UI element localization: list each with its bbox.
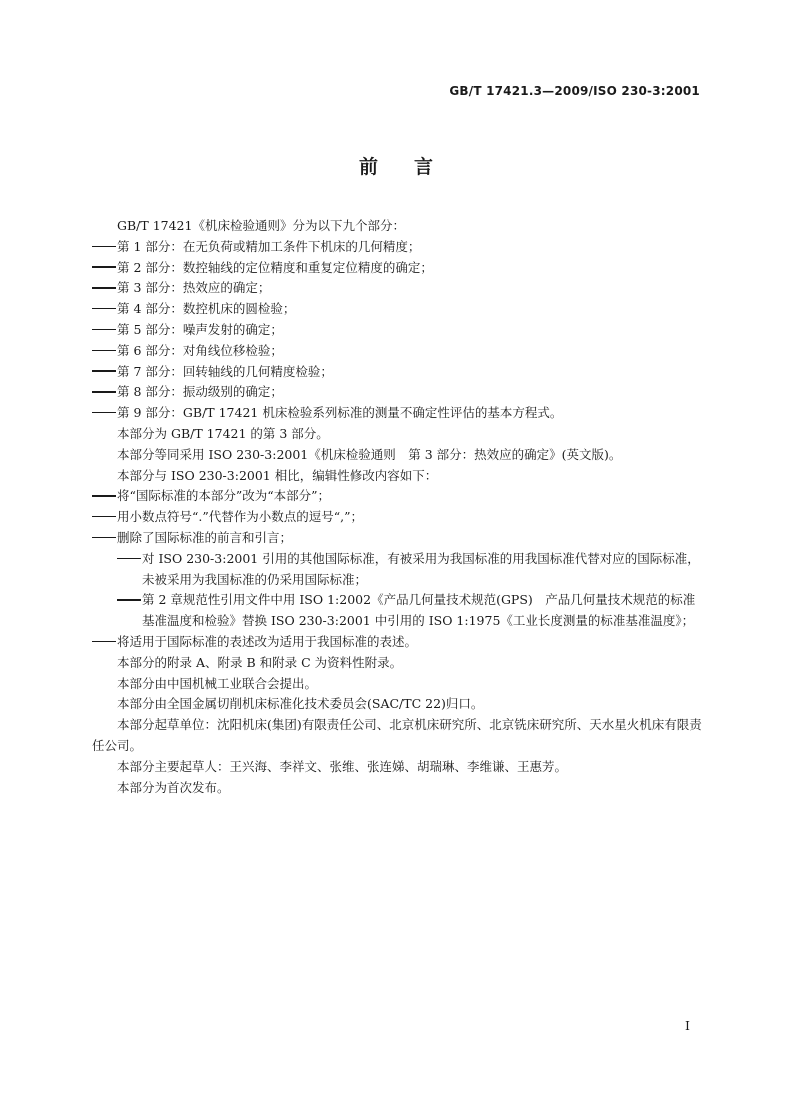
dash-mark [92,258,117,279]
list-item [92,486,704,507]
list-item [92,632,704,653]
dash-mark [92,486,117,507]
list-item-text: 第 4 部分：数控机床的圆检验； [117,301,296,317]
dash-mark [92,320,117,341]
list-item [92,403,704,424]
list-item-text: 第 3 部分：热效应的确定； [117,280,271,296]
list-item-text: 第 2 章规范性引用文件中用 ISO 1:2002《产品几何量技术规范(GPS) 产品几何量技术规范的标准基准温度和检验》替换 ISO 230-3:2001 中引用的 ISO 1:1975《工业长度测量的标准基准温度》； [142,592,696,629]
dash-mark [92,237,117,258]
dash-mark [92,403,117,424]
paragraph: 本部分等同采用 ISO 230-3:2001《机床检验通则 第 3 部分：热效应的确定》(英文版)。 [117,446,622,462]
list-item [92,507,704,528]
list-item-text: 第 5 部分：噪声发射的确定； [117,321,283,337]
paragraph: 本部分由全国金属切削机床标准化技术委员会(SAC/TC 22)归口。 [117,696,484,712]
page-title: 前言 [358,156,469,178]
dash-mark [92,299,117,320]
list-item [92,299,704,320]
paragraph: 本部分为首次发布。 [117,779,230,795]
list-item-text: 删除了国际标准的前言和引言； [117,529,293,545]
list-item [92,341,704,362]
list-item-text: 用小数点符号“.”代替作为小数点的逗号“,”； [117,509,364,525]
list-item-text: 将“国际标准的本部分”改为“本部分”； [117,488,331,504]
paragraph: GB/T 17421《机床检验通则》分为以下九个部分： [117,218,405,233]
standard-code-header: GB/T 17421.3—2009/ISO 230-3:2001 [449,84,700,98]
dash-mark [92,362,117,383]
paragraph: 本部分由中国机械工业联合会提出。 [117,675,318,691]
dash-mark [92,528,117,549]
dash-mark [92,341,117,362]
list-item [92,237,704,258]
dash-mark [92,632,117,653]
list-item [92,258,704,279]
list-item [92,320,704,341]
list-item-text: 将适用于国际标准的表述改为适用于我国标准的表述。 [117,633,418,649]
list-item [92,528,704,549]
paragraph: 本部分起草单位：沈阳机床(集团)有限责任公司、北京机床研究所、北京铣床研究所、天水星火机床有限责任公司。 [92,717,702,753]
list-item-text: 第 7 部分：回转轴线的几何精度检验； [117,363,333,379]
list-item [92,590,704,632]
dash-mark [92,278,117,299]
paragraph: 本部分主要起草人：王兴海、李祥文、张维、张连娣、胡瑞琳、李维谦、王惠芳。 [117,758,568,774]
list-item [92,362,704,383]
list-item-text: 对 ISO 230-3:2001 引用的其他国际标准，有被采用为我国标准的用我国标准代替对应的国际标准，未被采用为我国标准的仍采用国际标准； [142,550,700,587]
list-item [92,382,704,403]
page-number: I [685,1018,690,1033]
list-item [92,549,704,591]
document-body [92,216,704,798]
list-item-text: 第 2 部分：数控轴线的定位精度和重复定位精度的确定； [117,259,433,275]
list-item-text: 第 9 部分：GB/T 17421 机床检验系列标准的测量不确定性评估的基本方程式。 [117,405,563,421]
paragraph: 本部分的附录 A、附录 B 和附录 C 为资料性附录。 [117,654,403,670]
list-item-text: 第 6 部分：对角线位移检验； [117,342,283,358]
list-item [92,278,704,299]
dash-mark [117,590,142,611]
dash-mark [92,382,117,403]
paragraph: 本部分为 GB/T 17421 的第 3 部分。 [117,425,329,441]
dash-mark [117,549,142,570]
paragraph: 本部分与 ISO 230-3:2001 相比，编辑性修改内容如下： [117,467,438,483]
list-item-text: 第 8 部分：振动级别的确定； [117,384,283,400]
list-item-text: 第 1 部分：在无负荷或精加工条件下机床的几何精度； [117,238,421,254]
dash-mark [92,507,117,528]
